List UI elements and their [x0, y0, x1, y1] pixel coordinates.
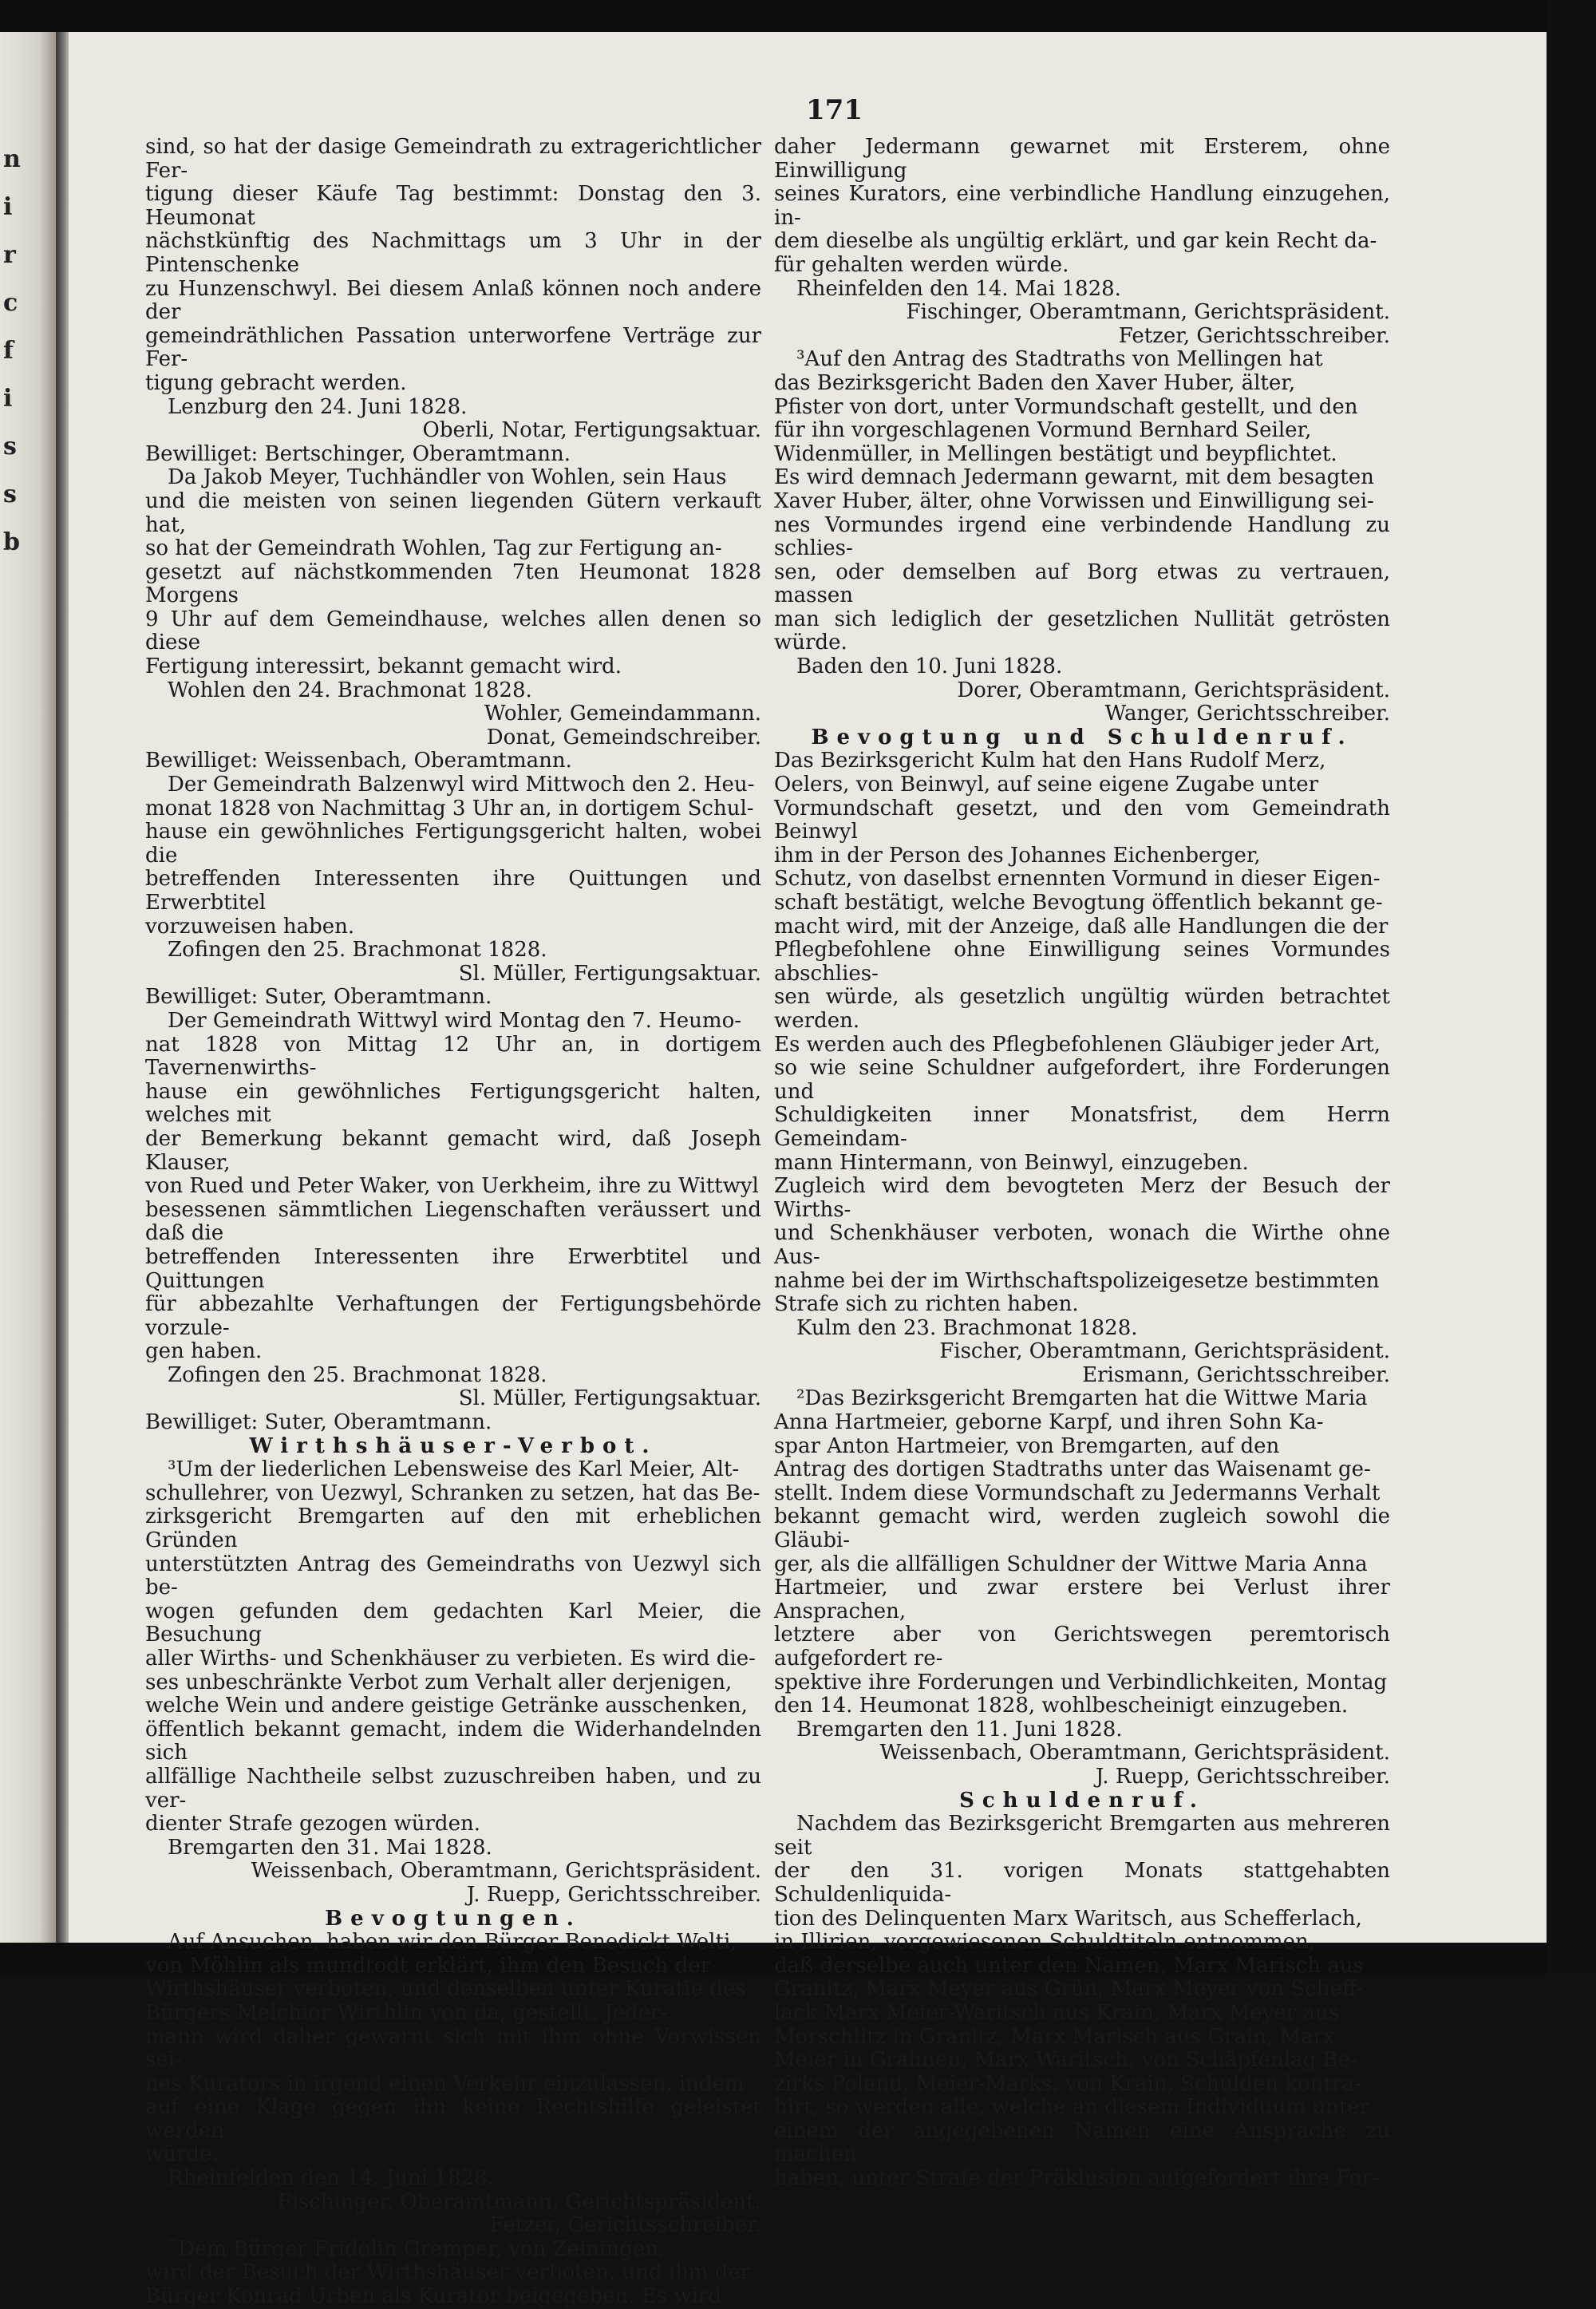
text-line: sind, so hat der dasige Gemeindrath zu extragerichtlicher Fer- — [145, 135, 761, 183]
text-line: zu Hunzenschwyl. Bei diesem Anlaß können noch andere der — [145, 276, 761, 325]
text-line: Wirthshäuser verboten, und denselben unter Kuratie des — [145, 1977, 746, 2002]
text-line: betreffenden Interessenten ihre Quittungen und Erwerbtitel — [145, 867, 761, 915]
signature: Fetzer, Gerichtsschreiber. — [1118, 323, 1390, 348]
text-line: macht wird, mit der Anzeige, daß alle Handlungen die der — [774, 914, 1389, 939]
page-number: 171 — [806, 94, 863, 126]
signature: Wohler, Gemeindammann. — [484, 702, 761, 726]
text-line: bekannt gemacht wird, werden zugleich sowohl die Gläubi- — [774, 1504, 1390, 1553]
text-line: stellt. Indem diese Vormundschaft zu Jedermanns Verhalt — [774, 1481, 1381, 1505]
text-line: in Illirien, vorgewiesenen Schuldtiteln entnommen, — [774, 1930, 1316, 1955]
notice-xaver-huber — [774, 348, 1390, 655]
text-line: hause ein gewöhnliches Fertigungsgericht halten, wobei die — [145, 820, 761, 868]
place-date: Baden den 10. Juni 1828. — [796, 654, 1063, 679]
text-line: dem dieselbe als ungültig erklärt, und gar kein Recht da- — [774, 229, 1377, 254]
text-line: lack Marx Meier-Waritsch aus Krain, Marx Meyer aus — [774, 2000, 1340, 2025]
place-date: Kulm den 23. Brachmonat 1828. — [796, 1315, 1138, 1340]
text-line: für abbezahlte Verhaftungen der Fertigungsbehörde vorzule- — [145, 1292, 761, 1340]
text-line: welche Wein und andere geistige Getränke ausschenken, — [145, 1694, 748, 1718]
text-line: ger, als die allfälligen Schuldner der Wittwe Maria Anna — [774, 1552, 1368, 1576]
text-line: Das Bezirksgericht Kulm hat den Hans Rudolf Merz, — [774, 749, 1326, 773]
previous-page-letter: c — [3, 289, 18, 317]
text-line: zirksgericht Bremgarten auf den mit erheblichen Gründen — [145, 1504, 761, 1553]
text-line: so hat der Gemeindrath Wohlen, Tag zur Fertigung an- — [145, 536, 722, 561]
text-line: hause ein gewöhnliches Fertigungsgericht halten, welches mit — [145, 1079, 761, 1128]
scan-border-right — [1547, 0, 1596, 1975]
previous-page-letter: f — [3, 337, 14, 365]
previous-page-letter: i — [3, 193, 13, 221]
previous-page-letter: i — [3, 385, 13, 413]
text-line: Bürger Konrad Urben als Kurator beigegeben. Es wird — [145, 2284, 722, 2309]
text-line: für gehalten werden würde. — [774, 252, 1069, 277]
text-line: ³Um der liederlichen Lebensweise des Karl Meier, Alt- — [168, 1457, 740, 1482]
place-date: Bremgarten den 11. Juni 1828. — [796, 1717, 1123, 1742]
text-line: ses unbeschränkte Verbot zum Verhalt aller derjenigen, — [145, 1670, 733, 1694]
place-date: Rheinfelden den 14. Juni 1828. — [168, 2166, 494, 2191]
text-line: Schuldigkeiten inner Monatsfrist, dem Herrn Gemeindam- — [774, 1103, 1390, 1151]
document-page — [69, 32, 1547, 2309]
text-line: betreffenden Interessenten ihre Erwerbtitel und Quittungen — [145, 1244, 761, 1293]
text-line: Widenmüller, in Mellingen bestätigt und beypflichtet. — [774, 441, 1337, 466]
place-date: Rheinfelden den 14. Mai 1828. — [796, 276, 1121, 301]
notice-hunzenschwyl — [145, 136, 761, 396]
text-line: und Schenkhäuser verboten, wonach die Wirthe ohne Aus- — [774, 1221, 1390, 1269]
text-line: nes Vormundes irgend eine verbindende Handlung zu schlies- — [774, 512, 1390, 561]
approval-line: Bewilliget: Suter, Oberamtmann. — [145, 1410, 492, 1435]
signature: Sl. Müller, Fertigungsaktuar. — [458, 961, 761, 986]
signature: J. Ruepp, Gerichtsschreiber. — [1095, 1764, 1390, 1789]
previous-page-letter: s — [3, 480, 17, 508]
notice-wohlen — [145, 466, 761, 678]
left-column — [145, 136, 761, 2309]
signature: J. Ruepp, Gerichtsschreiber. — [466, 1882, 761, 1907]
text-line: Vormundschaft gesetzt, und den vom Gemeindrath Beinwyl — [774, 796, 1390, 844]
text-line: Hartmeier, und zwar erstere bei Verlust ihrer Ansprachen, — [774, 1576, 1390, 1623]
previous-page-letter: s — [3, 433, 17, 461]
place-date: Zofingen den 25. Brachmonat 1828. — [168, 938, 547, 963]
signature: Fischer, Oberamtmann, Gerichtspräsident. — [939, 1339, 1390, 1364]
text-line: Es wird demnach Jedermann gewarnt, mit dem besagten — [774, 465, 1374, 490]
text-line: nes Kurators in irgend einen Verkehr einzulassen, indem — [145, 2071, 745, 2096]
text-line: Es werden auch des Pflegbefohlenen Gläubiger jeder Art, — [774, 1032, 1381, 1057]
text-line: Fertigung interessirt, bekannt gemacht wird. — [145, 654, 622, 679]
approval-line: Bewilliget: Suter, Oberamtmann. — [145, 985, 492, 1010]
text-line: von Möhlin als mundtodt erklärt, ihm den Besuch der — [145, 1953, 711, 1978]
text-line: allfällige Nachtheile selbst zuzuschreiben haben, und zu ver- — [145, 1764, 761, 1813]
text-line: wird der Besuch der Wirthshäuser verboten, und ihm der — [145, 2260, 751, 2285]
place-date: Bremgarten den 31. Mai 1828. — [168, 1835, 492, 1860]
text-line: ¯Dem Bürger Fridolin Gremper, von Zeiningen, — [168, 2236, 666, 2261]
text-line: der den 31. vorigen Monats stattgehabten Schuldenliquida- — [774, 1859, 1390, 1907]
text-line: Bürgers Melchior Wirthlin von da, gestellt. Jeder- — [145, 2000, 668, 2025]
notice-waritsch — [774, 1813, 1390, 2191]
text-line: zirks Poland, Meier-Marks, von Krain, Schulden kontra- — [774, 2071, 1361, 2096]
notice-gremper — [145, 2238, 761, 2309]
text-line: man sich lediglich der gesetzlichen Nullität getrösten würde. — [774, 607, 1390, 655]
text-line: so wie seine Schuldner aufgefordert, ihre Forderungen und — [774, 1056, 1390, 1104]
text-line: öffentlich bekannt gemacht, indem die Widerhandelnden sich — [145, 1717, 761, 1765]
notice-gremper-continued — [774, 136, 1390, 278]
text-line: schullehrer, von Uezwyl, Schranken zu setzen, hat das Be- — [145, 1481, 760, 1505]
text-line: einem der angegebenen Namen eine Ansprache zu machen — [774, 2118, 1390, 2167]
notice-balzenwyl — [145, 773, 761, 939]
notice-wittwyl — [145, 1010, 761, 1364]
section-heading-schuldenruf: Schuldenruf. — [959, 1788, 1205, 1813]
text-line: Auf Ansuchen, haben wir den Bürger Benedickt Welti, — [168, 1930, 737, 1955]
text-line: ihm in der Person des Johannes Eichenberger, — [774, 843, 1261, 868]
right-column — [774, 136, 1390, 2191]
text-line: daher Jedermann gewarnet mit Ersterem, ohne Einwilligung — [774, 135, 1390, 183]
text-line: ²Das Bezirksgericht Bremgarten hat die Wittwe Maria — [796, 1386, 1368, 1411]
text-line: auf eine Klage gegen ihn keine Rechtshilfe geleistet werden — [145, 2095, 761, 2143]
approval-line: Bewilliget: Weissenbach, Oberamtmann. — [145, 749, 572, 773]
signature: Oberli, Notar, Fertigungsaktuar. — [422, 418, 761, 443]
text-line: hirt, so werden alle, welche an diesem Individuum unter — [774, 2095, 1370, 2120]
text-line: den 14. Heumonat 1828, wohlbescheinigt einzugeben. — [774, 1694, 1349, 1718]
signature: Weissenbach, Oberamtmann, Gerichtspräsident. — [251, 1859, 761, 1884]
text-line: besessenen sämmtlichen Liegenschaften veräussert und daß die — [145, 1197, 761, 1246]
text-line: tigung dieser Käufe Tag bestimmt: Donstag den 3. Heumonat — [145, 182, 761, 230]
notice-hartmeier — [774, 1387, 1390, 1718]
text-line: Oelers, von Beinwyl, auf seine eigene Zugabe unter — [774, 773, 1319, 797]
text-line: letztere aber von Gerichtswegen peremtorisch aufgefordert re- — [774, 1623, 1390, 1670]
text-line: Meier in Grahnen, Marx Waritsch, von Schäpfenlag Be- — [774, 2048, 1357, 2073]
text-line: Zugleich wird dem bevogteten Merz der Besuch der Wirths- — [774, 1174, 1390, 1222]
text-line: Pfister von dort, unter Vormundschaft gestellt, und den — [774, 394, 1358, 419]
text-line: gemeindräthlichen Passation unterworfene Verträge zur Fer- — [145, 323, 761, 372]
signature: Erismann, Gerichtsschreiber. — [1082, 1362, 1390, 1387]
text-line: daß derselbe auch unter den Namen, Marx Marisch aus — [774, 1953, 1364, 1978]
signature: Weissenbach, Oberamtmann, Gerichtspräsident. — [879, 1741, 1390, 1765]
section-heading-bevogtungen: Bevogtungen. — [325, 1906, 582, 1931]
notice-merz — [774, 749, 1390, 1316]
signature: Dorer, Oberamtmann, Gerichtspräsident. — [957, 678, 1390, 702]
text-line: nächstkünftig des Nachmittags um 3 Uhr in der Pintenschenke — [145, 229, 761, 277]
text-line: aller Wirths- und Schenkhäuser zu verbieten. Es wird die- — [145, 1647, 756, 1670]
text-line: Der Gemeindrath Wittwyl wird Montag den 7. Heumo- — [168, 1008, 742, 1033]
signature: Wanger, Gerichtsschreiber. — [1104, 702, 1390, 726]
text-line: ³Auf den Antrag des Stadtraths von Mellingen hat — [796, 347, 1323, 372]
text-line: nahme bei der im Wirthschaftspolizeigesetze bestimmten — [774, 1268, 1380, 1293]
text-line: nat 1828 von Mittag 12 Uhr an, in dortigem Tavernenwirths- — [145, 1032, 761, 1081]
text-line: das Bezirksgericht Baden den Xaver Huber, älter, — [774, 370, 1296, 395]
text-line: Da Jakob Meyer, Tuchhändler von Wohlen, sein Haus — [168, 465, 727, 490]
text-line: Strafe sich zu richten haben. — [774, 1292, 1079, 1317]
notice-welti — [145, 1931, 761, 2167]
text-line: Anna Hartmeier, geborne Karpf, und ihren Sohn Ka- — [774, 1410, 1324, 1435]
text-line: wogen gefunden dem gedachten Karl Meier, die Besuchung — [145, 1599, 761, 1647]
text-line: Der Gemeindrath Balzenwyl wird Mittwoch den 2. Heu- — [168, 773, 755, 797]
approval-line: Bewilliget: Bertschinger, Oberamtmann. — [145, 441, 571, 466]
signature: Fischinger, Oberamtmann, Gerichtspräsident. — [277, 2189, 761, 2214]
text-line: sen, oder demselben auf Borg etwas zu vertrauen, massen — [774, 559, 1390, 608]
signature: Donat, Gemeindschreiber. — [486, 725, 761, 749]
text-line: haben, unter Strafe der Präklusion aufgefordert ihre For- — [774, 2166, 1379, 2191]
text-line: spektive ihre Forderungen und Verbindlichkeiten, Montag — [774, 1670, 1388, 1694]
text-line: Xaver Huber, älter, ohne Vorwissen und Einwilligung sei- — [774, 488, 1374, 513]
text-line: von Rued und Peter Waker, von Uerkheim, ihre zu Wittwyl — [145, 1174, 759, 1199]
text-line: mann wird daher gewarnt sich mit ihm ohne Vorwissen sei- — [145, 2024, 761, 2073]
signature: Fischinger, Oberamtmann, Gerichtspräsident. — [906, 300, 1390, 325]
text-line: Nachdem das Bezirksgericht Bremgarten aus mehreren seit — [774, 1812, 1390, 1860]
previous-page-letter: b — [3, 528, 20, 556]
text-line: 9 Uhr auf dem Gemeindhause, welches allen denen so diese — [145, 607, 761, 655]
text-line: vorzuweisen haben. — [145, 914, 355, 939]
text-line: tigung gebracht werden. — [145, 370, 407, 395]
text-line: für ihn vorgeschlagenen Vormund Bernhard Seiler, — [774, 418, 1312, 443]
previous-page-letter: n — [3, 145, 21, 173]
text-line: schaft bestätigt, welche Bevogtung öffentlich bekannt ge- — [774, 891, 1383, 915]
signature: Fetzer, Gerichtsschreiber. — [489, 2213, 761, 2238]
place-date: Zofingen den 25. Brachmonat 1828. — [168, 1362, 547, 1387]
section-heading-bevogtung-und-schuldenruf: Bevogtung und Schuldenruf. — [811, 725, 1353, 749]
signature: Sl. Müller, Fertigungsaktuar. — [458, 1386, 761, 1411]
text-line: seines Kurators, eine verbindliche Handlung einzugehen, in- — [774, 182, 1390, 230]
text-line: gesetzt auf nächstkommenden 7ten Heumonat 1828 Morgens — [145, 559, 761, 608]
text-line: Antrag des dortigen Stadtraths unter das Waisenamt ge- — [774, 1457, 1371, 1482]
text-line: Schutz, von daselbst ernennten Vormund in dieser Eigen- — [774, 867, 1381, 892]
text-line: mann Hintermann, von Beinwyl, einzugeben. — [774, 1150, 1249, 1175]
text-line: Granitz, Marx Meyer aus Grün, Marx Meyer von Scheff- — [774, 1977, 1364, 2002]
section-heading-wirthshaeuser-verbot: Wirthshäuser-Verbot. — [249, 1433, 658, 1458]
previous-page-edge — [0, 32, 56, 1943]
previous-page-fragments — [0, 136, 56, 567]
scan-border-top — [0, 0, 1596, 32]
text-line: dienter Strafe gezogen würden. — [145, 1812, 480, 1837]
text-line: unterstützten Antrag des Gemeindraths von Uezwyl sich be- — [145, 1552, 761, 1600]
text-line: Pflegbefohlene ohne Einwilligung seines Vormundes abschlies- — [774, 938, 1390, 986]
text-line: und die meisten von seinen liegenden Gütern verkauft hat, — [145, 488, 761, 537]
text-line: monat 1828 von Nachmittag 3 Uhr an, in dortigem Schul- — [145, 796, 754, 820]
text-line: der Bemerkung bekannt gemacht wird, daß Joseph Klauser, — [145, 1126, 761, 1175]
text-line: tion des Delinquenten Marx Waritsch, aus Schefferlach, — [774, 1906, 1362, 1931]
previous-page-letter: r — [3, 241, 16, 269]
notice-karl-meier — [145, 1458, 761, 1837]
text-line: gen haben. — [145, 1339, 263, 1364]
place-date: Wohlen den 24. Brachmonat 1828. — [168, 678, 532, 702]
text-line: sen würde, als gesetzlich ungültig würden betrachtet werden. — [774, 985, 1390, 1033]
book-gutter — [56, 32, 69, 1943]
text-line: spar Anton Hartmeier, von Bremgarten, auf den — [774, 1433, 1280, 1458]
text-line: würde. — [145, 2142, 219, 2167]
place-date: Lenzburg den 24. Juni 1828. — [168, 394, 468, 419]
text-line: Morschlitz in Granitz, Marx Marisch aus Grain, Marx — [774, 2024, 1335, 2049]
